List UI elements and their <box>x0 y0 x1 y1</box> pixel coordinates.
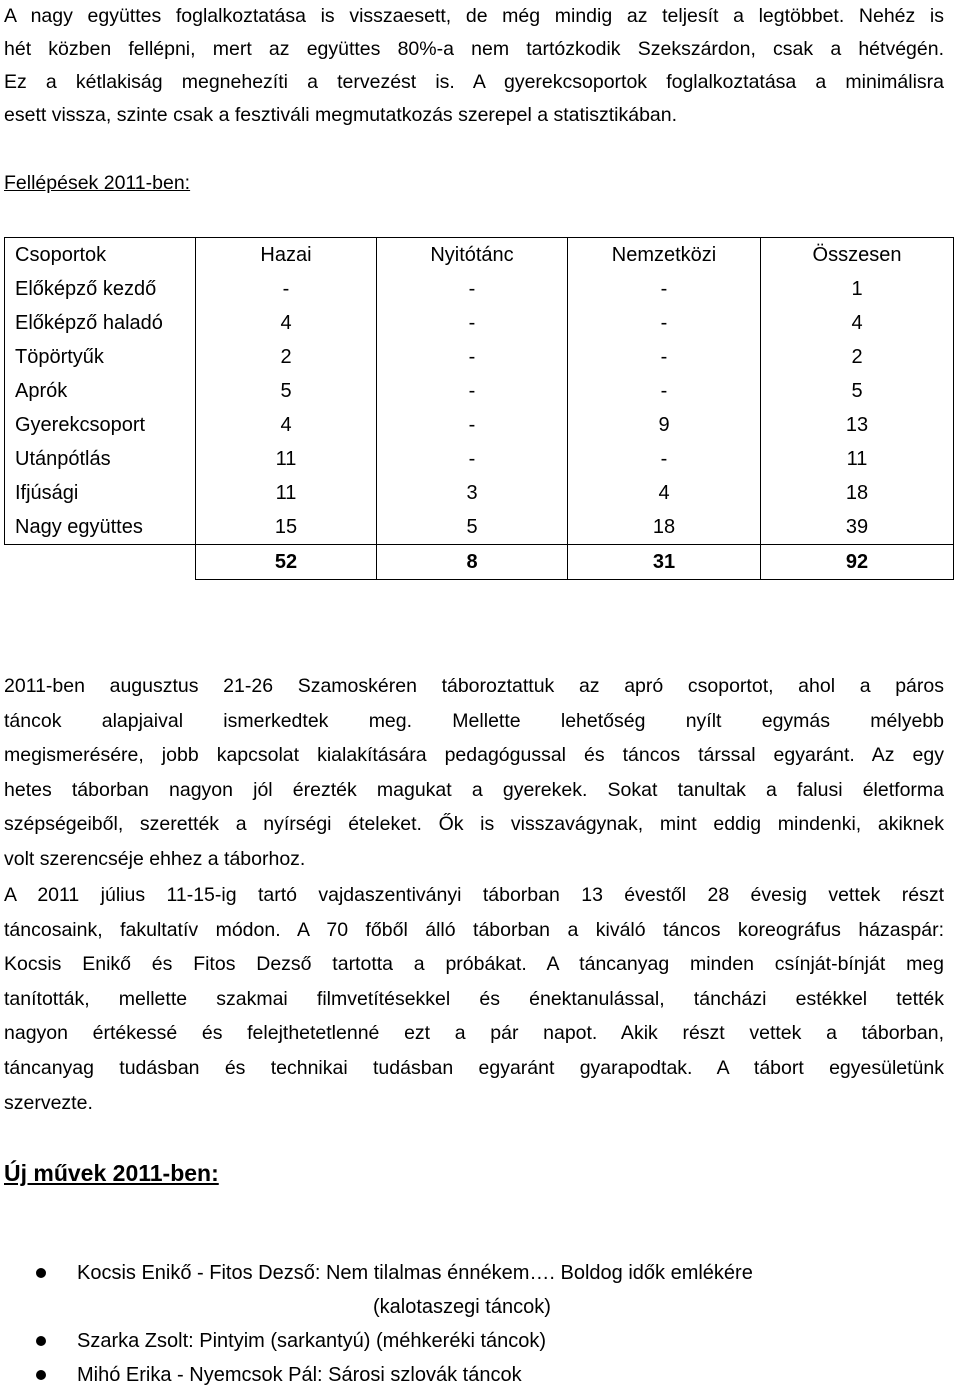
intro-line: A nagy együttes foglalkoztatása is visszaesett, de még mindig az teljesít a legtöbbet. Nehéz is <box>4 5 944 27</box>
total-cell: 52 <box>196 545 377 580</box>
work-title: Szarka Zsolt: Pintyim (sarkantyú) (méhkeréki táncok) <box>77 1330 547 1352</box>
paragraph-line: A 2011 július 11-15-ig tartó vajdaszentiványi táborban 13 évestől 28 évesig vettek részt <box>4 884 944 906</box>
table-cell: - <box>377 374 568 408</box>
intro-line: hét közben fellépni, mert az együttes 80%-a nem tartózkodik Szekszárdon, csak a hétvégén. <box>4 38 944 60</box>
table-cell: 5 <box>761 374 954 408</box>
paragraph-line: 2011-ben augusztus 21-26 Szamoskéren táboroztattuk az apró csoportot, ahol a páros <box>4 675 944 697</box>
paragraph-line: tanították, mellette szakmai filmvetítésekkel és énektanulással, táncházi estékkel tették <box>4 987 944 1010</box>
paragraph-line: hetes táborban nagyon jól érezték magukat a gyerekek. Sokat tanultak a falusi életforma <box>4 778 944 801</box>
total-cell: 31 <box>568 545 761 580</box>
group-name-cell: Ifjúsági <box>5 476 196 510</box>
intro-line: Ez a kétlakiság megnehezíti a tervezést is. A gyerekcsoportok foglalkoztatása a minimálisra <box>4 71 944 93</box>
paragraph-line: Kocsis Enikő és Fitos Dezső tartotta a próbákat. A táncanyag minden csínját-bínját meg <box>4 953 944 976</box>
table-cell: - <box>568 442 761 476</box>
table-cell: 11 <box>196 442 377 476</box>
work-title: Mihó Erika - Nyemcsok Pál: Sárosi szlovák táncok <box>77 1364 522 1386</box>
column-header: Nyitótánc <box>377 238 568 273</box>
table-row <box>5 476 954 510</box>
table-row <box>5 510 954 545</box>
table-cell: 2 <box>196 340 377 374</box>
table-cell: - <box>196 272 377 306</box>
paragraph-line: volt szerencséje ehhez a táborhoz. <box>4 847 306 870</box>
new-works-heading: Új művek 2011-ben: <box>4 1160 219 1186</box>
table-cell: - <box>377 408 568 442</box>
performances-table <box>4 237 954 580</box>
group-name-cell: Előképző haladó <box>5 306 196 340</box>
group-name-cell: Utánpótlás <box>5 442 196 476</box>
table-cell: 3 <box>377 476 568 510</box>
table-cell: 11 <box>196 476 377 510</box>
table-cell: - <box>568 272 761 306</box>
table-cell: - <box>568 374 761 408</box>
list-item <box>0 1256 960 1324</box>
table-cell: - <box>568 340 761 374</box>
table-cell: 18 <box>568 510 761 545</box>
paragraph-line: szépségeiből, szerették a nyírségi ételeket. Ők is visszavágynak, mint eddig mindenki, akiknek <box>4 813 944 836</box>
total-cell: 8 <box>377 545 568 580</box>
camp-szamoskér-paragraph <box>4 669 944 877</box>
table-cell: - <box>377 306 568 340</box>
column-header: Összesen <box>761 238 954 273</box>
table-row <box>5 272 954 306</box>
column-header: Nemzetközi <box>568 238 761 273</box>
table-cell: 1 <box>761 272 954 306</box>
intro-paragraph <box>4 0 944 132</box>
table-cell: 11 <box>761 442 954 476</box>
group-name-cell: Aprók <box>5 374 196 408</box>
table-row <box>5 408 954 442</box>
group-name-cell: Töpörtyűk <box>5 340 196 374</box>
table-cell: 13 <box>761 408 954 442</box>
paragraph-line: nagyon értékessé és felejthetetlenné ezt a pár napot. Akik részt vettek a táborban, <box>4 1022 944 1045</box>
total-cell: 92 <box>761 545 954 580</box>
paragraph-line: táncanyag tudásban és technikai tudásban egyaránt gyarapodtak. A tábort egyesületünk <box>4 1056 944 1079</box>
table-cell: 4 <box>761 306 954 340</box>
bullet-icon <box>36 1370 46 1380</box>
paragraph-line: szervezte. <box>4 1091 93 1114</box>
table-cell: - <box>568 306 761 340</box>
table-cell: - <box>377 442 568 476</box>
paragraph-line: megismerésére, jobb kapcsolat kialakítására pedagógussal és táncos társsal egyaránt. Az egy <box>4 744 944 767</box>
table-cell: 5 <box>377 510 568 545</box>
table-cell: 4 <box>196 408 377 442</box>
table-header-row <box>5 238 954 273</box>
table-cell: 5 <box>196 374 377 408</box>
table-cell: 2 <box>761 340 954 374</box>
intro-line: esett vissza, szinte csak a fesztiváli megmutatkozás szerepel a statisztikában. <box>4 104 678 126</box>
table-cell: 39 <box>761 510 954 545</box>
table-cell: 4 <box>568 476 761 510</box>
group-name-cell: Nagy együttes <box>5 510 196 545</box>
paragraph-line: táncosaink, fakultatív módon. A 70 főből álló táborban a kiváló táncos koreográfus házaspár: <box>4 918 944 941</box>
totals-row <box>5 545 954 580</box>
table-cell: - <box>377 340 568 374</box>
list-item <box>0 1324 960 1358</box>
table-cell: - <box>377 272 568 306</box>
bullet-icon <box>36 1336 46 1346</box>
table-row <box>5 374 954 408</box>
paragraph-line: táncok alapjaival ismerkedtek meg. Mellette lehetőség nyílt egymás mélyebb <box>4 709 944 732</box>
table-cell: 9 <box>568 408 761 442</box>
table-cell: 4 <box>196 306 377 340</box>
table-cell: 18 <box>761 476 954 510</box>
table-cell: 15 <box>196 510 377 545</box>
camp-vajdaszentivany-paragraph <box>4 878 944 1120</box>
totals-spacer <box>5 545 196 580</box>
work-title: Kocsis Enikő - Fitos Dezső: Nem tilalmas énnékem…. Boldog idők emlékére <box>77 1262 753 1284</box>
column-header: Hazai <box>196 238 377 273</box>
work-subtitle: (kalotaszegi táncok) <box>373 1296 551 1318</box>
group-name-cell: Gyerekcsoport <box>5 408 196 442</box>
column-header: Csoportok <box>5 238 196 273</box>
table-row <box>5 306 954 340</box>
list-item <box>0 1358 960 1392</box>
table-row <box>5 442 954 476</box>
new-works-list <box>0 1256 960 1392</box>
group-name-cell: Előképző kezdő <box>5 272 196 306</box>
bullet-icon <box>36 1268 46 1278</box>
table-row <box>5 340 954 374</box>
performances-heading: Fellépések 2011-ben: <box>4 172 191 194</box>
